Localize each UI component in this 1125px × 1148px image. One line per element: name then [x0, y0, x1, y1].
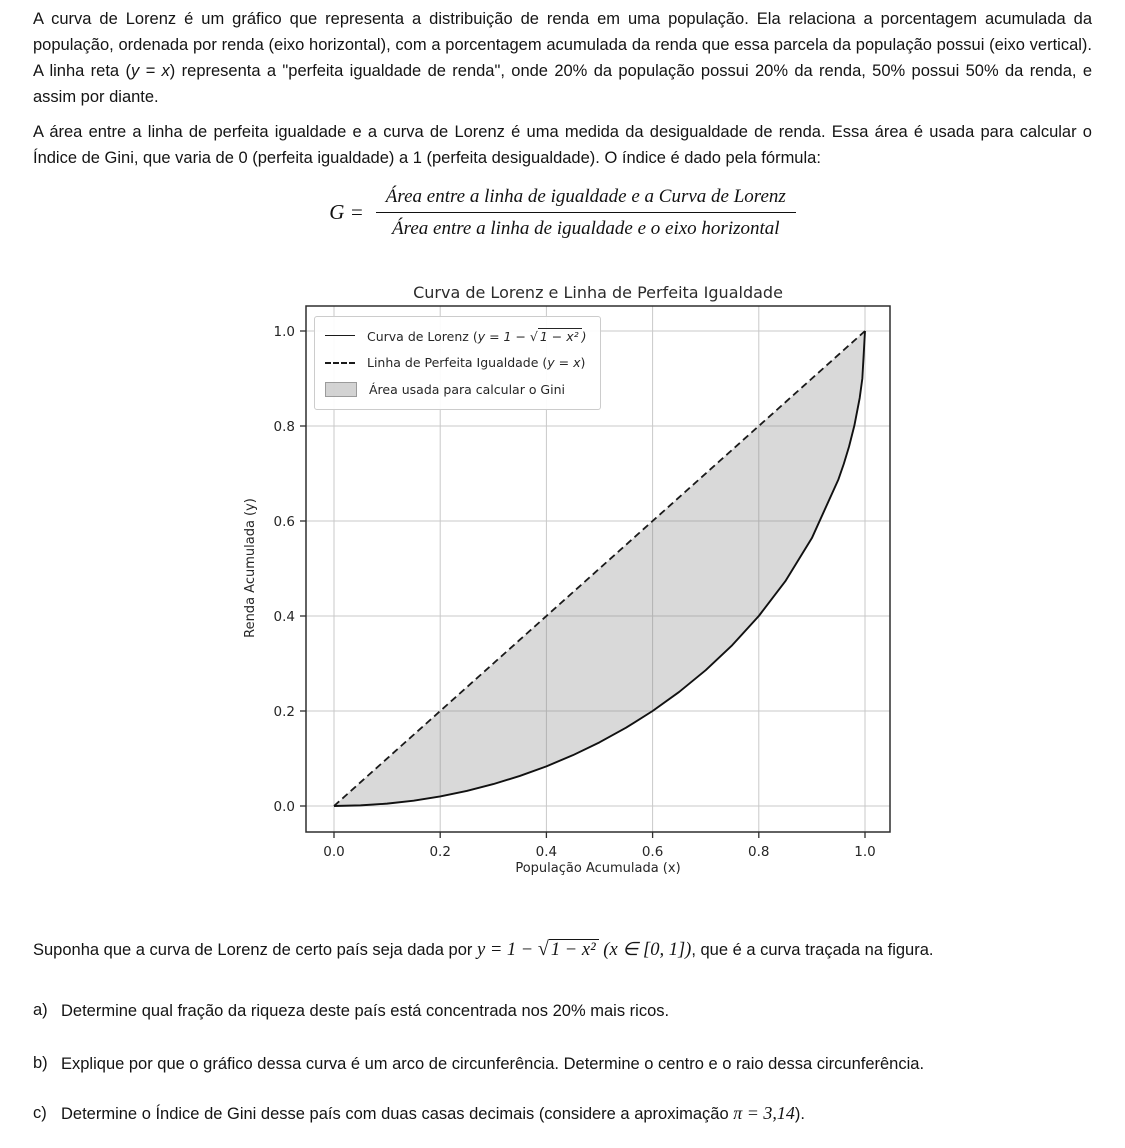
area-patch-sample-icon: [325, 382, 357, 397]
x-tick-label: 0.4: [535, 843, 558, 860]
formula-numerator: Área entre a linha de igualdade e a Curva de Lorenz: [385, 186, 786, 207]
legend-label-lorenz: Curva de Lorenz (y = 1 − √ 1 − x² ): [367, 328, 587, 344]
intro-paragraph-part1: A curva de Lorenz é um gráfico que representa a distribuição de renda em uma população. Ela relaciona a porcentagem acumulada da população, ordenada por renda (eixo horizontal), com a porcentagem acumulada da renda que essa parcela da população possui (eixo vertical). A linha reta (: [33, 10, 1092, 80]
question-c-label: c): [33, 1103, 47, 1122]
x-tick-label: 0.6: [641, 843, 664, 860]
x-axis-label: População Acumulada (x): [515, 860, 681, 876]
legend-label-area: Área usada para calcular o Gini: [369, 382, 565, 397]
inline-math-y-equals-x: y = x: [130, 62, 170, 80]
formula-denominator: Área entre a linha de igualdade e o eixo horizontal: [376, 212, 796, 241]
dashed-line-sample-icon: [325, 362, 355, 364]
y-tick-label: 0.4: [273, 608, 295, 625]
x-tick-label: 0.0: [323, 843, 345, 860]
question-b-text: Explique por que o gráfico dessa curva é um arco de circunferência. Determine o centro e o raio dessa circunferência.: [61, 1054, 925, 1073]
y-axis-label: Renda Acumulada (y): [243, 497, 258, 638]
chart-legend: [314, 316, 601, 410]
assumption-sentence: Suponha que a curva de Lorenz de certo país seja dada por y = 1 − √ 1 − x² (x ∈ [0, 1]), que é a curva traçada na figura.: [33, 936, 1092, 964]
intro-paragraph-part2: ) representa a "perfeita igualdade de renda", onde 20% da população possui 20% da renda, 50% possui 50% da renda, e assim por diante.: [33, 62, 1093, 106]
legend-entry-equality-line: [325, 352, 587, 374]
question-a-label: a): [33, 1000, 48, 1019]
legend-entry-gini-area: [325, 379, 587, 401]
solid-line-sample-icon: [325, 335, 355, 336]
question-a: [33, 1000, 1092, 1022]
question-c: [33, 1103, 1092, 1125]
lorenz-equation: y = 1 − √ 1 − x² (x ∈ [0, 1]): [477, 940, 691, 960]
sqrt-radical: √ 1 − x²: [530, 328, 582, 344]
y-tick-label: 0.0: [273, 798, 295, 815]
sqrt-radical: √ 1 − x²: [538, 936, 599, 964]
y-tick-label: 0.8: [273, 418, 295, 435]
legend-entry-lorenz-curve: [325, 325, 587, 347]
x-tick-label: 1.0: [854, 843, 876, 860]
gini-formula: [33, 185, 1092, 241]
x-tick-label: 0.8: [748, 843, 770, 860]
chart-title: Curva de Lorenz e Linha de Perfeita Igualdade: [413, 282, 783, 302]
formula-fraction: [376, 185, 796, 241]
legend-label-equality: Linha de Perfeita Igualdade (y = x): [367, 355, 586, 370]
gini-paragraph: A área entre a linha de perfeita igualdade e a curva de Lorenz é uma medida da desigualdade de renda. Essa área é usada para calcular o Índice de Gini, que varia de 0 (perfeita igualdade) a 1 (perfeita desigualdade). O índice é dado pela fórmula:: [33, 123, 1092, 167]
question-b: [33, 1053, 1092, 1075]
question-b-label: b): [33, 1053, 48, 1072]
intro-paragraph: [33, 6, 1092, 110]
question-a-text: Determine qual fração da riqueza deste país está concentrada nos 20% mais ricos.: [61, 1001, 670, 1020]
formula-lhs: G =: [329, 200, 364, 225]
lorenz-chart-figure: [240, 281, 900, 886]
question-c-text: Determine o Índice de Gini desse país com duas casas decimais (considere a aproximação π = 3,14).: [61, 1102, 806, 1123]
y-tick-label: 1.0: [273, 323, 295, 340]
y-tick-label: 0.6: [273, 513, 295, 530]
y-tick-label: 0.2: [273, 703, 295, 720]
x-tick-label: 0.2: [429, 843, 451, 860]
